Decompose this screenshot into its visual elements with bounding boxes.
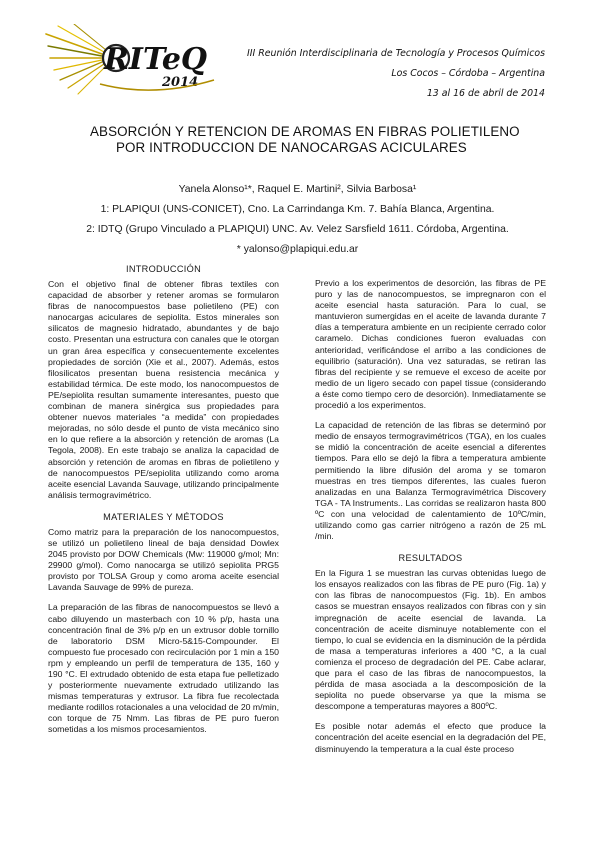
conference-dates: 13 al 16 de abril de 2014 xyxy=(426,88,545,99)
paper-title xyxy=(90,124,570,156)
conference-location: Los Cocos – Córdoba – Argentina xyxy=(391,68,545,79)
results-heading: RESULTADOS xyxy=(398,553,463,564)
methods-paragraph-2: La preparación de las fibras de nanocompuestos se llevó a cabo diluyendo un masterbach con 10 % p/p, hasta una concentración final de 3% p/p en un extrusor doble tornillo de laboratorio DSM Micro-5&15-Compounder. El compuesto fue procesado con recirculación por 1 min a 150 rpm y empleando un perfil de temperatura de 135, 160 y 190 °C. El extrudado obtenido de esta etapa fue pelletizado y posteriormente nuevamente extrudado utilizando las mismas temperaturas y extrusor. La fibra fue recolectada mediante rodillos rotacionales a una velocidad de 20 m/min, con torque de 75 Nmm. Las fibras de PE puro fueron sometidas a los mismos procesamientos. xyxy=(48,602,279,735)
conference-header xyxy=(247,44,545,104)
methods-paragraph-1: Como matriz para la preparación de los nanocompuestos, se utilizó un polietileno lineal de baja densidad Dowlex 2045 provisto por DOW Chemicals (Mw: 119000 g/mol; Mn: 29900 g/mol). Como nanocarga se utilizó sepiolita PRG5 provisto por TOLSA Group y como aroma aceite esencial Lavanda Sauvage de 99% de pureza. xyxy=(48,526,279,593)
title-line-1: ABSORCIÓN Y RETENCION DE AROMAS EN FIBRAS POLIETILENO xyxy=(90,124,520,139)
contact-email: * yalonso@plapiqui.edu.ar xyxy=(236,244,359,255)
left-column xyxy=(48,262,279,745)
logo-text: RITeQ xyxy=(104,42,208,77)
results-paragraph-1: En la Figura 1 se muestran las curvas obtenidas luego de los ensayos realizados con las fibras de PE puro (Fig. 1a) y con las fibras de nanocompuestos (Fig. 1b). En ambos casos se muestran ensayos realizados con fibras con y sin impregnación de aceite esencial de lavanda. La concentración de aceite disminuye notablemente con el tiempo, lo cual se evidencia en la disminución de la pérdida de masa a temperaturas inferiores a 400 °C, a la cual comienza el proceso de degradación del PE. Cabe aclarar, que para el caso de las fibras de nanocompuestos, la pérdida de masa asociada a la descomposición de la sepiolita no puede observarse ya que la misma se descompone a temperaturas mayores a 800ºC. xyxy=(315,568,546,712)
introduction-heading: INTRODUCCIÓN xyxy=(125,264,202,274)
affiliation-2: 2: IDTQ (Grupo Vinculado a PLAPIQUI) UNC. Av. Velez Sarsfield 1611. Córdoba, Argentina. xyxy=(86,224,509,235)
introduction-paragraph: Con el objetivo final de obtener fibras textiles con capacidad de absorber y retener aromas se formularon fibras de nanocompuestos base polietileno (PE) con nanocargas aciculares de sepiolita. Estos minerales son silicatos de magnesio hidratado, abundantes y de bajo costo. Presentan una estructura con canales que le otorgan un gran área específica y consecuentemente excelentes propiedades de sorción (Xie et al., 2007). Además, estos filosilicatos presentan buena resistencia mecánica y estabilidad térmica. De este modo, los nanocompuestos de PE/sepiolita resultan sumamente interesantes, puesto que combinan de manera sinérgica sus propiedades para obtener nuevos materiales “a medida” con propiedades mejoradas, no sólo desde el punto de vista mecánico sino en lo que refiere a la absorción y retención de aromas (La Tegola, 2008). En este trabajo se analiza la capacidad de absorción y retención de aromas en fibras de polietileno y de nanocompuestos PE/sepiolita utilizando como aroma aceite esencial Lavanda Sauvage, utilizando principalmente análisis termogravimétrico. xyxy=(48,279,279,500)
authors-block xyxy=(0,180,595,260)
methods-heading: MATERIALES Y MÉTODOS xyxy=(103,511,224,522)
results-paragraph-2: Es posible notar además el efecto que produce la concentración del aceite esencial en la degradación del PE, disminuyendo la temperatura a la cual éste proceso xyxy=(315,721,546,754)
author-list: Yanela Alonso¹*, Raquel E. Martini², Silvia Barbosa¹ xyxy=(178,184,417,195)
tga-paragraph: La capacidad de retención de las fibras se determinó por medio de ensayos termogravimétricos (TGA), en los cuales se midió la concentración de aceite esencial a diferentes tiempos. Para ello se dejó la fibra a temperatura ambiente permitiendo la libre difusión del aroma y se tomaron muestras en tres tiempos diferentes, las cuales fueron analizadas en una Balanza Termogravimétrica Discovery TGA - TA Instruments.. Las corridas se realizaron hasta 800 ºC con una velocidad de calentamiento de 10ºC/min, utilizando como gas carrier nitrógeno a razón de 25 mL /min. xyxy=(315,420,546,542)
right-column xyxy=(315,278,546,764)
affiliation-1: 1: PLAPIQUI (UNS-CONICET), Cno. La Carrindanga Km. 7. Bahía Blanca, Argentina. xyxy=(100,204,495,215)
logo-year: 2014 xyxy=(162,75,199,90)
title-line-2: POR INTRODUCCION DE NANOCARGAS ACICULARES xyxy=(116,140,467,155)
conference-name: III Reunión Interdisciplinaria de Tecnología y Procesos Químicos xyxy=(246,48,545,59)
logo-sunburst xyxy=(46,24,106,94)
riteq-logo xyxy=(44,24,219,104)
impregnation-paragraph: Previo a los experimentos de desorción, las fibras de PE puro y las de nanocompuestos, se impregnaron con el aceite esencial hasta saturación. Para lo cual, se mantuvieron sumergidas en el aceite de lavanda durante 7 días a temperatura ambiente en un recipiente cerrado color caramelo. Dichas condiciones fueron evaluadas con anterioridad, verificándose el arribo a las condiciones de equilibrio (saturación). Una vez saturadas, se retiran las fibras del recipiente y se remueve el exceso de aceite por medio de un ligero secado con papel tissue (considerando a éste como tiempo cero de desorción). Inmediatamente se procedió a los experimentos. xyxy=(315,278,546,411)
